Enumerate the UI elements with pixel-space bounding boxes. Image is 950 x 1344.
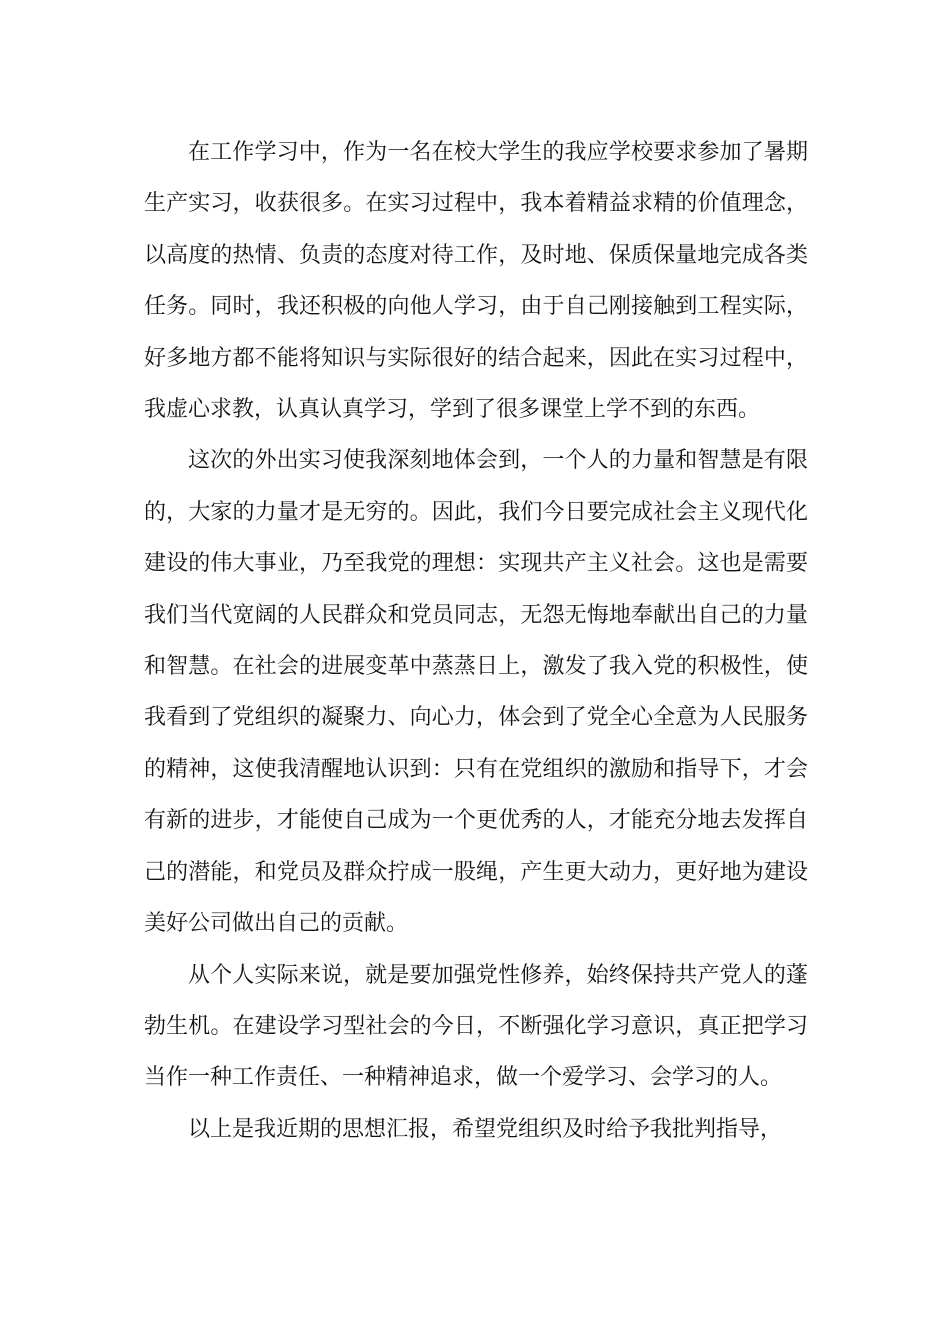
- paragraph-2: 这次的外出实习使我深刻地体会到，一个人的力量和智慧是有限的，大家的力量才是无穷的。因此，我们今日要完成社会主义现代化建设的伟大事业，乃至我党的理想：实现共产主义社会。这也是需要我们当代宽阔的人民群众和党员同志，无怨无悔地奉献出自己的力量和智慧。在社会的进展变革中蒸蒸日上，激发了我入党的积极性，使我看到了党组织的凝聚力、向心力，体会到了党全心全意为人民服务的精神，这使我清醒地认识到：只有在党组织的激励和指导下，才会有新的进步，才能使自己成为一个更优秀的人，才能充分地去发挥自己的潜能，和党员及群众拧成一股绳，产生更大动力，更好地为建设美好公司做出自己的贡献。: [144, 448, 808, 937]
- document-body: [144, 127, 808, 1155]
- paragraph-4: 以上是我近期的思想汇报，希望党组织及时给予我批判指导，: [188, 1116, 783, 1142]
- paragraph-3: 从个人实际来说，就是要加强党性修养，始终保持共产党人的蓬勃生机。在建设学习型社会的今日，不断强化学习意识，真正把学习当作一种工作责任、一种精神追求，做一个爱学习、会学习的人。: [144, 962, 808, 1091]
- paragraph-1: 在工作学习中，作为一名在校大学生的我应学校要求参加了暑期生产实习，收获很多。在实习过程中，我本着精益求精的价值理念，以高度的热情、负责的态度对待工作，及时地、保质保量地完成各类任务。同时，我还积极的向他人学习，由于自己刚接触到工程实际，好多地方都不能将知识与实际很好的结合起来，因此在实习过程中，我虚心求教，认真认真学习，学到了很多课堂上学不到的东西。: [144, 140, 808, 423]
